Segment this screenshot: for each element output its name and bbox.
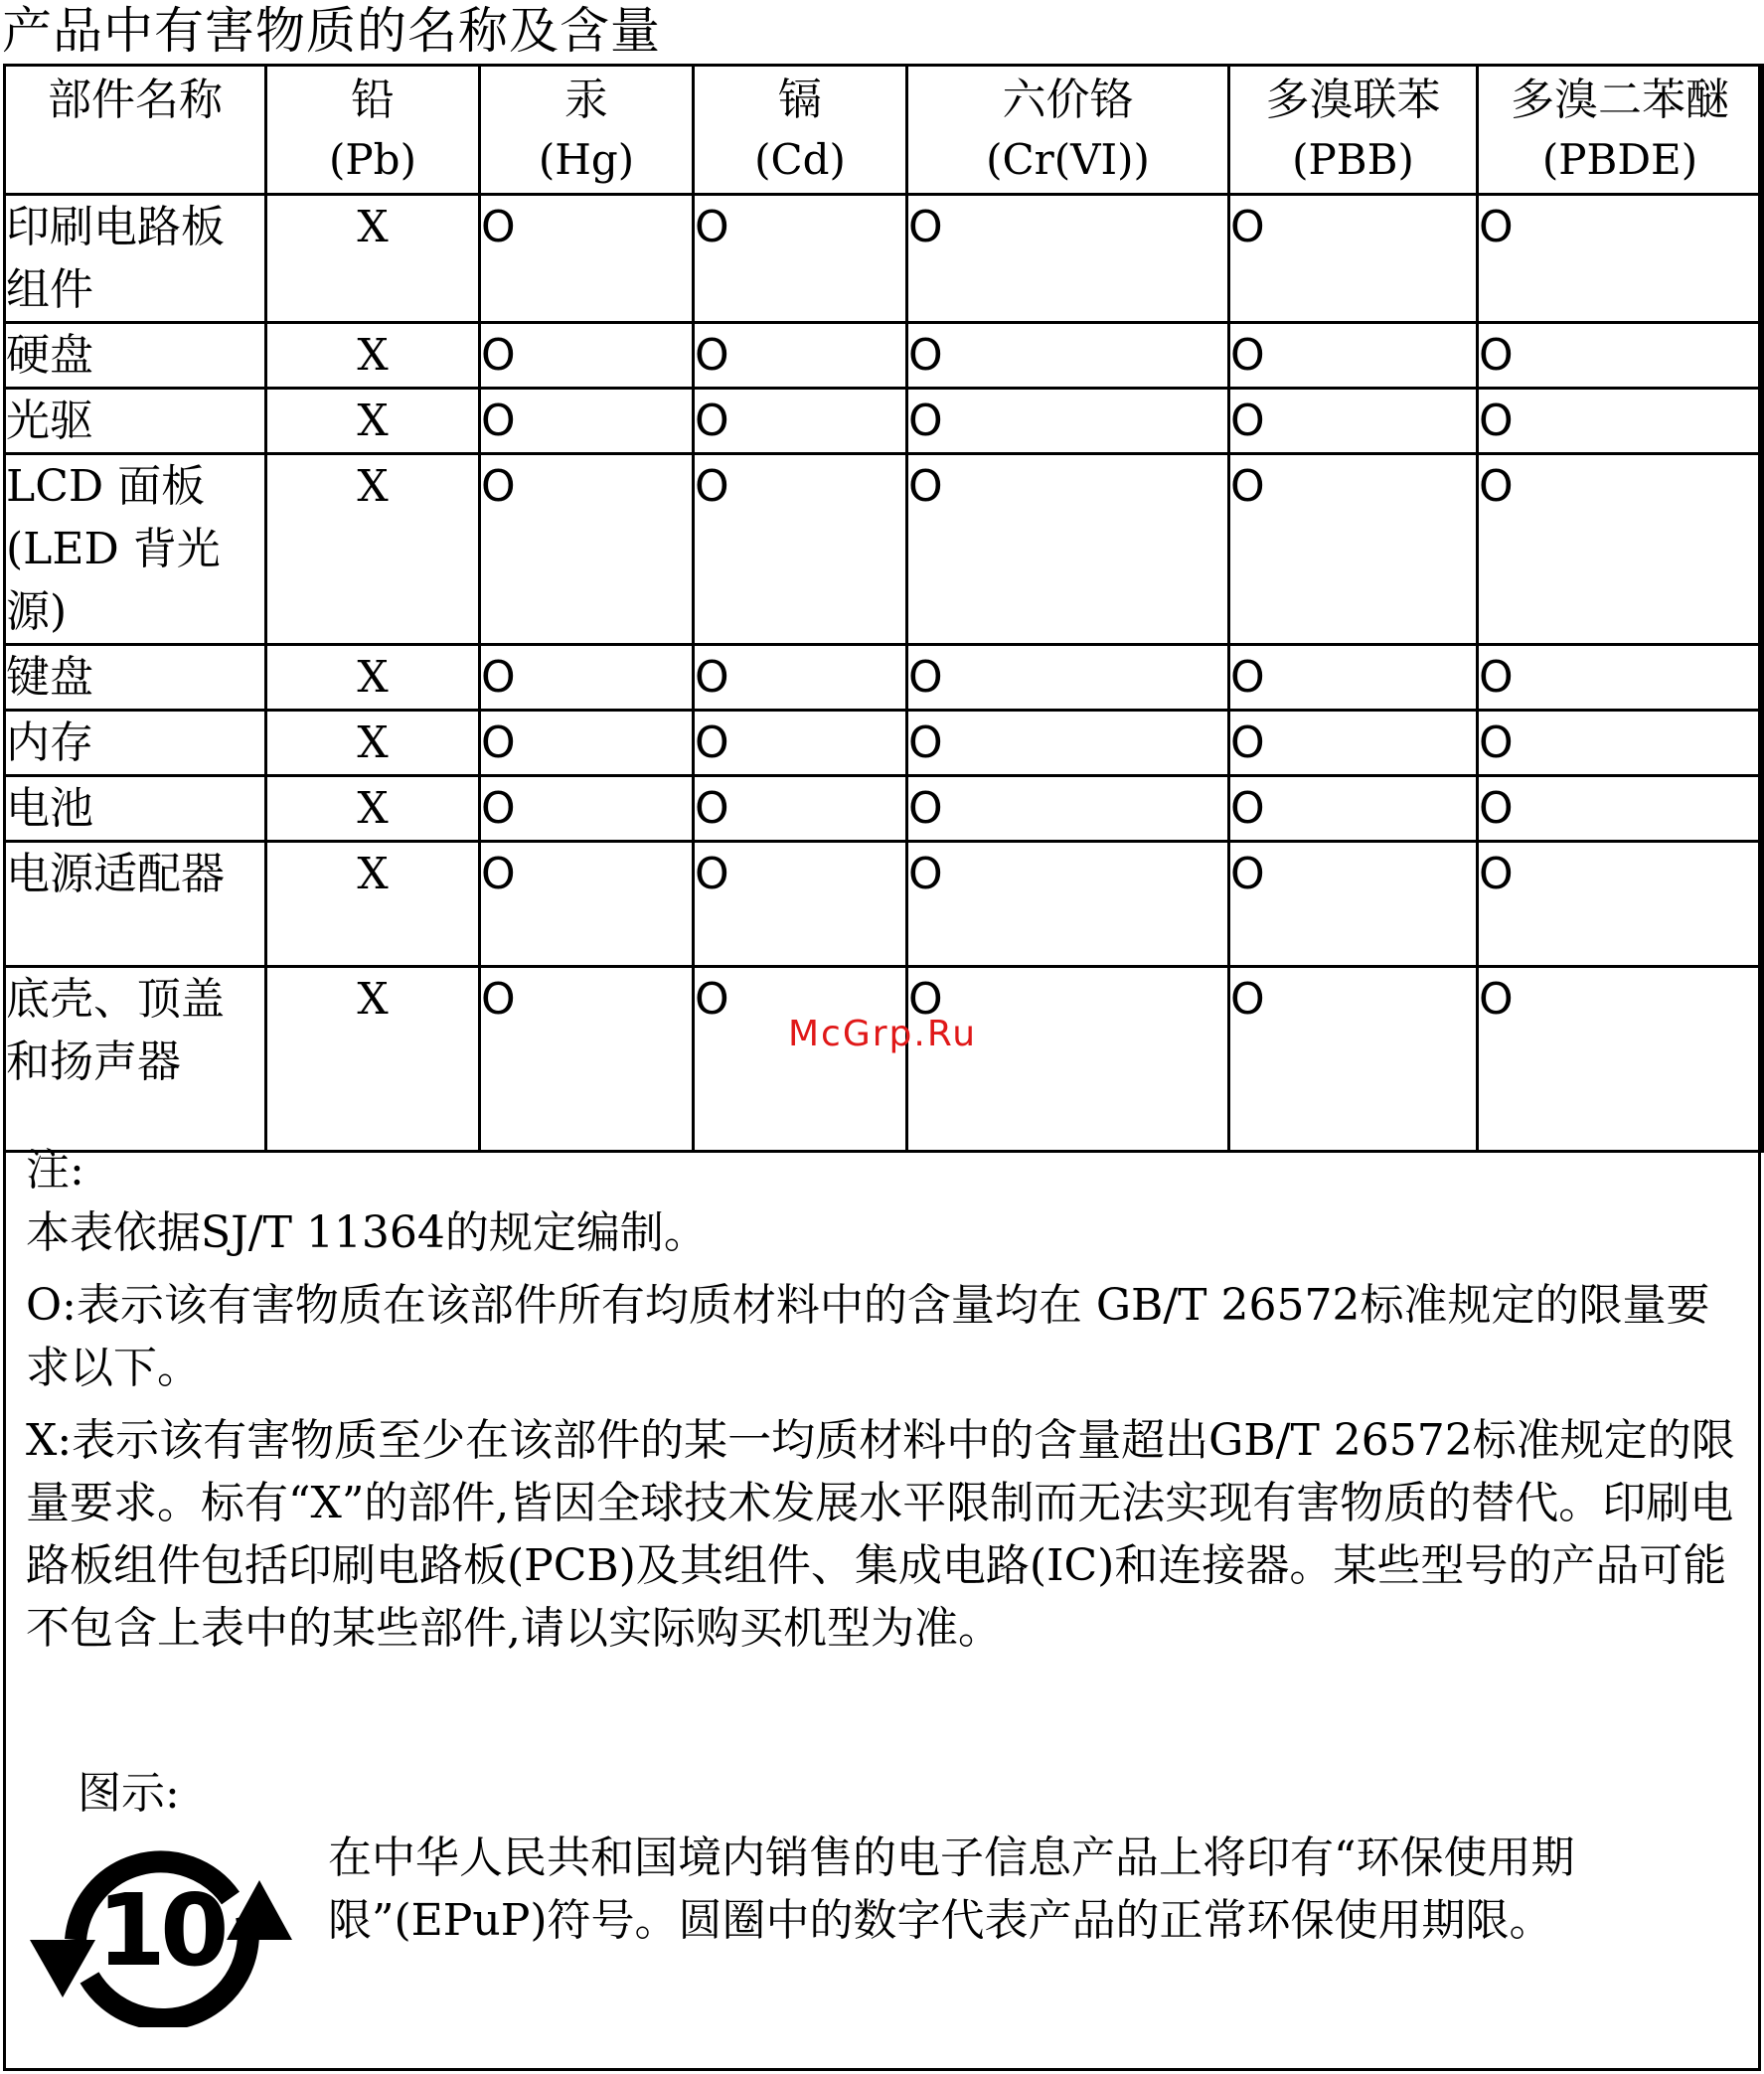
part-name-cell: 印刷电路板组件 bbox=[5, 195, 266, 323]
chromium-value-cell: O bbox=[907, 645, 1229, 711]
lead-value-cell: X bbox=[266, 389, 480, 454]
table-row bbox=[5, 645, 1763, 711]
part-name-cell: 光驱 bbox=[5, 389, 266, 454]
pbde-value-cell: O bbox=[1478, 842, 1763, 967]
table-row bbox=[5, 389, 1763, 454]
part-name-cell: 电池 bbox=[5, 776, 266, 842]
mercury-value-cell: O bbox=[480, 711, 694, 776]
notes-o-definition: O:表示该有害物质在该部件所有均质材料中的含量均在 GB/T 26572标准规定的限量要求以下。 bbox=[26, 1280, 1710, 1393]
lead-value-cell: X bbox=[266, 842, 480, 967]
header-cadmium: 镉 (Cd) bbox=[694, 66, 907, 195]
cadmium-value-cell: O bbox=[694, 195, 907, 323]
lead-value-cell: X bbox=[266, 323, 480, 389]
mercury-value-cell: O bbox=[480, 195, 694, 323]
lead-value-cell: X bbox=[266, 645, 480, 711]
legend-description: 在中华人民共和国境内销售的电子信息产品上将印有“环保使用期限”(EPuP)符号。圆圈中的数字代表产品的正常环保使用期限。 bbox=[328, 1833, 1575, 1946]
cadmium-value-cell: O bbox=[694, 776, 907, 842]
part-name-cell: 键盘 bbox=[5, 645, 266, 711]
table-row bbox=[5, 776, 1763, 842]
pbde-value-cell: O bbox=[1478, 776, 1763, 842]
header-lead: 铅 (Pb) bbox=[266, 66, 480, 195]
pbde-value-cell: O bbox=[1478, 454, 1763, 645]
chromium-value-cell: O bbox=[907, 776, 1229, 842]
table-row bbox=[5, 711, 1763, 776]
mercury-value-cell: O bbox=[480, 389, 694, 454]
pbb-value-cell: O bbox=[1229, 645, 1478, 711]
cadmium-value-cell: O bbox=[694, 645, 907, 711]
epup-number: 10 bbox=[96, 1872, 224, 1989]
pbde-value-cell: O bbox=[1478, 967, 1763, 1152]
pbb-value-cell: O bbox=[1229, 323, 1478, 389]
pbde-value-cell: O bbox=[1478, 323, 1763, 389]
part-name-cell: 硬盘 bbox=[5, 323, 266, 389]
chromium-value-cell: O bbox=[907, 195, 1229, 323]
mercury-value-cell: O bbox=[480, 323, 694, 389]
pbde-value-cell: O bbox=[1478, 389, 1763, 454]
notes-label: 注: bbox=[26, 1145, 84, 1196]
mercury-value-cell: O bbox=[480, 967, 694, 1152]
part-name-cell: 底壳、顶盖和扬声器 bbox=[5, 967, 266, 1152]
part-name-cell: 内存 bbox=[5, 711, 266, 776]
chromium-value-cell: O bbox=[907, 454, 1229, 645]
pbde-value-cell: O bbox=[1478, 711, 1763, 776]
watermark-text: McGrp.Ru bbox=[788, 1014, 978, 1054]
part-name-cell: LCD 面板(LED 背光源) bbox=[5, 454, 266, 645]
chromium-value-cell: O bbox=[907, 323, 1229, 389]
pbb-value-cell: O bbox=[1229, 195, 1478, 323]
pbb-value-cell: O bbox=[1229, 967, 1478, 1152]
header-mercury: 汞 (Hg) bbox=[480, 66, 694, 195]
header-pbde: 多溴二苯醚 (PBDE) bbox=[1478, 66, 1763, 195]
pbb-value-cell: O bbox=[1229, 389, 1478, 454]
epup-recycle-arrows-icon bbox=[26, 1829, 294, 2027]
pbb-value-cell: O bbox=[1229, 842, 1478, 967]
pbb-value-cell: O bbox=[1229, 711, 1478, 776]
table-row bbox=[5, 842, 1763, 967]
chromium-value-cell: O bbox=[907, 389, 1229, 454]
cadmium-value-cell: O bbox=[694, 389, 907, 454]
header-pbb: 多溴联苯 (PBB) bbox=[1229, 66, 1478, 195]
cadmium-value-cell: O bbox=[694, 454, 907, 645]
mercury-value-cell: O bbox=[480, 645, 694, 711]
legend-title: 图示: bbox=[78, 1768, 180, 1819]
part-name-cell: 电源适配器 bbox=[5, 842, 266, 967]
mercury-value-cell: O bbox=[480, 842, 694, 967]
document-title: 产品中有害物质的名称及含量 bbox=[2, 2, 661, 60]
table-header-row bbox=[5, 66, 1763, 195]
cadmium-value-cell: O bbox=[694, 842, 907, 967]
header-part-name: 部件名称 bbox=[5, 66, 266, 195]
pbde-value-cell: O bbox=[1478, 645, 1763, 711]
cadmium-value-cell: O bbox=[694, 323, 907, 389]
table-row bbox=[5, 195, 1763, 323]
notes-standard-line: 本表依据SJ/T 11364的规定编制。 bbox=[26, 1207, 708, 1258]
mercury-value-cell: O bbox=[480, 776, 694, 842]
header-chromium-vi: 六价铬 (Cr(VI)) bbox=[907, 66, 1229, 195]
lead-value-cell: X bbox=[266, 195, 480, 323]
table-row bbox=[5, 323, 1763, 389]
lead-value-cell: X bbox=[266, 711, 480, 776]
chromium-value-cell: O bbox=[907, 967, 1229, 1152]
pbde-value-cell: O bbox=[1478, 195, 1763, 323]
table-row bbox=[5, 967, 1763, 1152]
pbb-value-cell: O bbox=[1229, 454, 1478, 645]
chromium-value-cell: O bbox=[907, 711, 1229, 776]
hazardous-substances-table bbox=[3, 64, 1764, 1153]
notes-section bbox=[26, 1139, 1735, 1660]
lead-value-cell: X bbox=[266, 454, 480, 645]
lead-value-cell: X bbox=[266, 776, 480, 842]
chromium-value-cell: O bbox=[907, 842, 1229, 967]
mercury-value-cell: O bbox=[480, 454, 694, 645]
notes-x-definition: X:表示该有害物质至少在该部件的某一均质材料中的含量超出GB/T 26572标准规定的限量要求。标有“X”的部件,皆因全球技术发展水平限制而无法实现有害物质的替代。印刷电路板组件包括印刷电路板(PCB)及其组件、集成电路(IC)和连接器。某些型号的产品可能不包含上表中的某些部件,请以实际购买机型为准。 bbox=[26, 1415, 1735, 1654]
pbb-value-cell: O bbox=[1229, 776, 1478, 842]
cadmium-value-cell: O bbox=[694, 967, 907, 1152]
lead-value-cell: X bbox=[266, 967, 480, 1152]
cadmium-value-cell: O bbox=[694, 711, 907, 776]
table-row bbox=[5, 454, 1763, 645]
